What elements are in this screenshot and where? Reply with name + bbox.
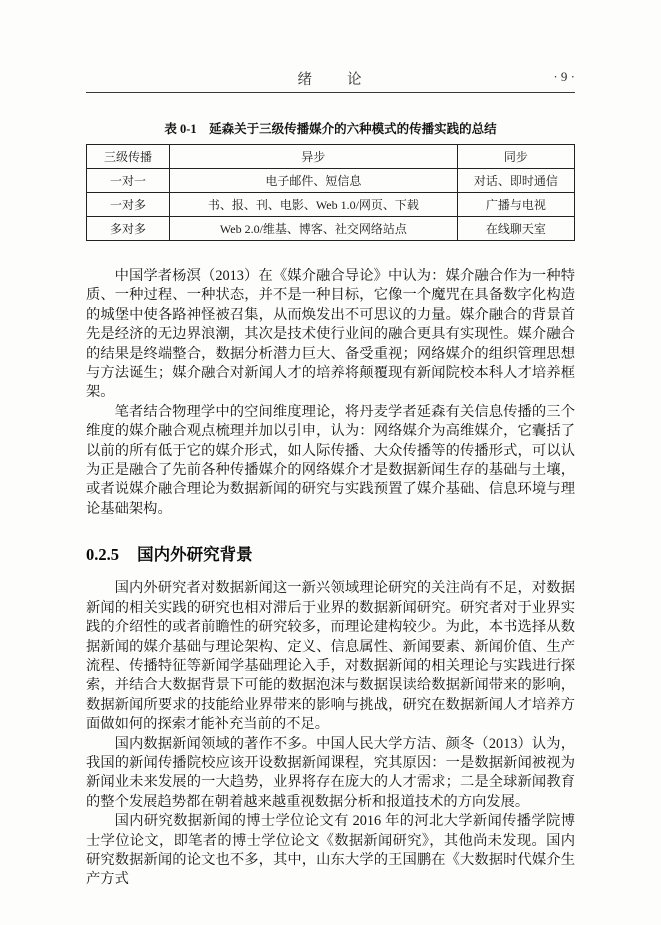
- paragraph: 国内外研究者对数据新闻这一新兴领域理论研究的关注尚有不足，对数据新闻的相关实践的研究也相对滞后于业界的数据新闻研究。研究者对于业界实践的介绍性的或者前瞻性的研究较多，而理论建构较少。为此，本书选择从数据新闻的媒介基础与理论架构、定义、信息属性、新闻要素、新闻价值、生产流程、传播特征等新闻学基础理论入手，对数据新闻的相关理论与实践进行探索，并结合大数据背景下可能的数据泡沫与数据误读给数据新闻带来的影响，数据新闻所要求的技能给业界带来的影响与挑战，研究在数据新闻人才培养方面做如何的探索才能补充当前的不足。: [86, 580, 575, 733]
- paragraph: 中国学者杨溟（2013）在《媒介融合导论》中认为：媒介融合作为一种特质、一种过程、一种状态，并不是一种目标，它像一个魔咒在具备数字化构造的城堡中使各路神怪被召集，从而焕发出不可思议的力量。媒介融合的背景首先是经济的无边界浪潮，其次是技术使行业间的融合更具有实现性。媒介融合的结果是终端整合，数据分析潜力巨大、备受重视；网络媒介的组织管理思想与方法诞生；媒介融合对新闻人才的培养将颠覆现有新闻院校本科人才培养框架。: [86, 268, 575, 401]
- paragraph: 国内研究数据新闻的博士学位论文有 2016 年的河北大学新闻传播学院博士学位论文，即笔者的博士学位论文《数据新闻研究》，其他尚未发现。国内研究数据新闻的论文也不多，其中，山东大学的王国鹏在《大数据时代媒介生产方式: [86, 813, 575, 888]
- table-header-cell-sync: 同步: [457, 145, 574, 169]
- table-cell: Web 2.0/维基、博客、社交网络站点: [169, 217, 457, 241]
- paragraph: 国内数据新闻领域的著作不多。中国人民大学方洁、颜冬（2013）认为，我国的新闻传播院校应该开设数据新闻课程，究其原因：一是数据新闻被视为新闻业未来发展的一大趋势，业界将存在庞大的人才需求；二是全球新闻教育的整个发展趋势都在朝着越来越重视数据分析和报道技术的方向发展。: [86, 735, 575, 810]
- research-paragraphs: [86, 579, 575, 890]
- table-cell: 对话、即时通信: [457, 169, 574, 193]
- table-header-row: [87, 145, 575, 169]
- table-row: [87, 217, 575, 241]
- table-header-cell-mode: 三级传播: [87, 145, 170, 169]
- page-header: [86, 68, 575, 93]
- page-number: · 9 ·: [553, 69, 575, 84]
- table-row: [87, 193, 575, 217]
- table-cell: 电子邮件、短信息: [169, 169, 457, 193]
- table-cell: 书、报、刊、电影、Web 1.0/网页、下载: [169, 193, 457, 217]
- section-heading: [86, 541, 575, 565]
- table-cell: 在线聊天室: [457, 217, 574, 241]
- table-cell: 广播与电视: [457, 193, 574, 217]
- table-row: [87, 169, 575, 193]
- running-title: 绪 论: [297, 72, 364, 88]
- table-cell: 一对一: [87, 169, 170, 193]
- section-number: 0.2.5: [86, 545, 119, 565]
- section-title: 国内外研究背景: [137, 545, 253, 565]
- table-cell: 多对多: [87, 217, 170, 241]
- paragraph: 笔者结合物理学中的空间维度理论，将丹麦学者延森有关信息传播的三个维度的媒介融合观点梳理并加以引申，认为：网络媒介为高维媒介，它囊括了以前的所有低于它的媒介形式，如人际传播、大众传播等的传播形式，可以认为正是融合了先前各种传播媒介的网络媒介才是数据新闻生存的基础与土壤，或者说媒介融合理论为数据新闻的研究与实践预置了媒介基础、信息环境与理论基础架构。: [86, 403, 575, 517]
- table-header-cell-async: 异步: [169, 145, 457, 169]
- intro-paragraphs: [86, 267, 575, 519]
- media-modes-table: [86, 144, 575, 241]
- table-caption: 表 0-1 延森关于三级传播媒介的六种模式的传播实践的总结: [164, 122, 497, 136]
- table-cell: 一对多: [87, 193, 170, 217]
